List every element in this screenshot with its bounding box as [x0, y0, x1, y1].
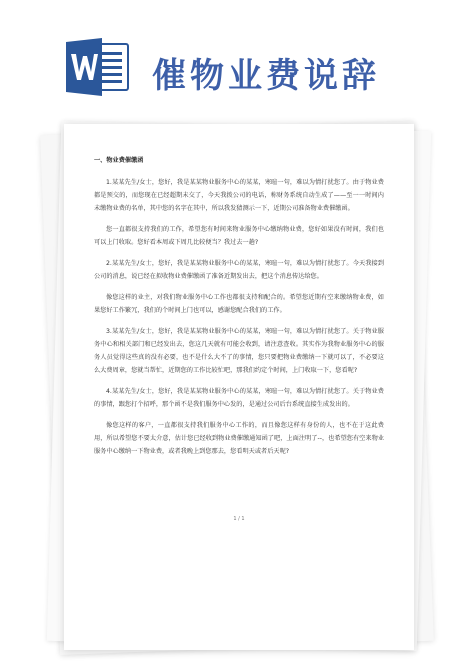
page-number: 1 / 1: [233, 516, 245, 522]
header: [0, 0, 474, 118]
paragraph: 1.某某先生/女士，您好，我是某某物业服务中心的某某，寒暄一句，难以为情打扰您了。由于物业费都是预交的，而您现在已经超期未交了，今天我拨公司的电话，称财务系统自动生成了——至一一时间内未缴物业费的名单，其中您的名字在其中，所以我发猜测示一下，近期公司准备物业费催缴函。: [94, 179, 384, 212]
paragraph: 2.某某先生/女士，您好，我是某某物业服务中心的某某，寒暄一句，难以为情打扰您了。今天我接到公司的消息，说已经在拟收物业费催缴函了准备近期发出去，把这个消息传达给您。: [94, 260, 384, 280]
paragraph: 您一直都很支持我们的工作，希望您有时间来物业服务中心缴纳物业费，您好如果没有时间，我们也可以上门收取。您好看本周或下周几比较便当？我过去一趟?: [94, 226, 384, 246]
document-page: [64, 124, 414, 650]
paragraph: 像您这样的业主，对我们物业服务中心工作也都很支持和配合的。希望您近期有空来缴纳物业费，如果您好工作繁冗，我们的个时间上门也可以，感谢您配合我们的工作。: [94, 294, 384, 314]
paragraph: 3.某某先生/女士，您好，我是某某物业服务中心的某某，寒暄一句，难以为情打扰您了。关于物业服务中心和相关部门和已经发出去，您这几天就有可能会收到，请注意查收。其实作为我物业服务中心的服务人员觉得这些真的没有必要，也不是什么大不了的事情，您只要把物业费缴纳一下就可以了，不必要这么大费周章，您就当帮忙，近期您的工作比较忙吧，那我们约定个时间，上门收取一下，您看呢?: [94, 328, 384, 374]
paragraph: 4.某某先生/女士，您好，我是某某物业服务中心的某某，寒暄一句，难以为情打扰您了。关于物业费的事情，跟您打个招呼，那个函不是我们服务中心发的，是通过公司后台系统直接生成发出的。: [94, 388, 384, 408]
word-icon: [66, 38, 130, 96]
section-heading: 一、物业费催缴函: [94, 157, 144, 164]
document-body: [94, 154, 384, 466]
page-title: 催物业费说辞: [152, 56, 380, 96]
paragraph: 像您这样的客户，一直都很支持我们服务中心工作的，而且像您这样有身份的人，也不在于这此费用，所以希望您不要太介意，估计您已经收到物业费催缴通知函了吧，上面注明了--，也希望您有空来物业服务中心缴纳一下物业费，或者我晚上到您那去，您看明天或者后天呢?: [94, 422, 384, 455]
